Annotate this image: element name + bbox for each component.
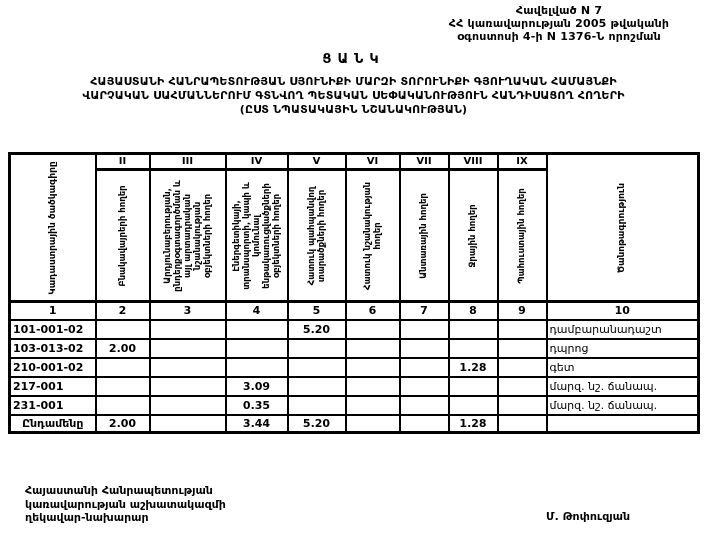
header-energy-transport-lands: Էներգետիկայի, տրանսպորտի, կապի և կոմունալ ենթակառուցվածքների օբյեկտների հողեր (226, 170, 288, 302)
government-decree-year: ՀՀ կառավարության 2005 թվականի (448, 17, 670, 30)
appendix-reference (415, 4, 703, 43)
cell-value (449, 339, 498, 358)
numeral-VI: VI (346, 154, 400, 170)
document-title: ՑԱՆԿ (322, 52, 385, 67)
cell-value (288, 339, 346, 358)
cell-value: 3.09 (226, 377, 288, 396)
cell-value (150, 358, 226, 377)
cell-value (346, 320, 400, 339)
cell-value (400, 396, 449, 415)
cell-value (150, 377, 226, 396)
numeral-VIII: VIII (449, 154, 498, 170)
header-special-purpose-lands: Հատուկ նշանակության հողեր (346, 170, 400, 302)
cell-value (449, 377, 498, 396)
roman-numeral-row (10, 154, 699, 170)
cell-value (449, 320, 498, 339)
column-number-row (10, 302, 699, 320)
cell-note: գետ (547, 358, 699, 377)
total-value (498, 415, 547, 433)
col-number: 5 (288, 302, 346, 320)
cell-cadastral-code: 101-001-02 (10, 320, 96, 339)
document-subtitle (0, 75, 707, 117)
cell-value (226, 320, 288, 339)
numeral-VII: VII (400, 154, 449, 170)
total-value: 5.20 (288, 415, 346, 433)
numeral-III: III (150, 154, 226, 170)
cell-value: 5.20 (288, 320, 346, 339)
cell-note: մարզ. նշ. ճանապ. (547, 396, 699, 415)
header-settlement-lands: Բնակավայրերի հողեր (96, 170, 150, 302)
subtitle-line-2: ՎԱՐՉԱԿԱՆ ՍԱՀՄԱՆՆԵՐՈՒՄ ԳՏՆՎՈՂ ՊԵՏԱԿԱՆ ՍԵՓԱԿԱՆՈՒԹՅՈՒՆ ՀԱՆԴԻՍԱՑՈՂ ՀՈՂԵՐԻ (82, 89, 625, 102)
signatory-title-line-3: ղեկավար-նախարար (25, 511, 149, 524)
cell-value (150, 339, 226, 358)
cell-cadastral-code: 217-001 (10, 377, 96, 396)
cell-value (346, 358, 400, 377)
col-number: 6 (346, 302, 400, 320)
subtitle-line-3: (ԸՍՏ ՆՊԱՏԱԿԱՅԻՆ ՆՇԱՆԱԿՈՒԹՅԱՆ) (239, 103, 468, 116)
cadastral-code-label: Կադաստրային ծածկագիրը (47, 160, 58, 295)
decree-number: օգոստոսի 4-ի N 1376-Ն որոշման (457, 30, 661, 43)
cell-value (96, 358, 150, 377)
signatory-title-line-1: Հայաստանի Հանրապետության (25, 484, 213, 497)
table-row (10, 396, 699, 415)
total-row (10, 415, 699, 433)
cell-value (226, 339, 288, 358)
numeral-V: V (288, 154, 346, 170)
header-industry-lands: Արդյունաբերության, ընդերքօգտագործման և այլ արտադրական նշանակության օբյեկտների հողեր (150, 170, 226, 302)
header-water-lands: Ջրային հողեր (449, 170, 498, 302)
numeral-IX: IX (498, 154, 547, 170)
table-row (10, 358, 699, 377)
total-value (400, 415, 449, 433)
numeral-II: II (96, 154, 150, 170)
cell-value: 2.00 (96, 339, 150, 358)
note-column-label: Ծանոթագրություն (617, 182, 628, 273)
total-value: 1.28 (449, 415, 498, 433)
cell-value: 1.28 (449, 358, 498, 377)
cell-cadastral-code: 210-001-02 (10, 358, 96, 377)
cell-cadastral-code: 231-001 (10, 396, 96, 415)
cell-value (346, 396, 400, 415)
col-number: 8 (449, 302, 498, 320)
col-number: 3 (150, 302, 226, 320)
cell-note: դամբարանադաշտ (547, 320, 699, 339)
cell-value (288, 396, 346, 415)
header-protected-areas-lands: Հատուկ պահպանվող տարածքների հողեր (288, 170, 346, 302)
signatory-title-block (25, 484, 226, 525)
cell-value (346, 377, 400, 396)
total-label: Ընդամենը (10, 415, 96, 433)
header-note (547, 154, 699, 302)
cell-value (96, 377, 150, 396)
cell-value (400, 320, 449, 339)
header-reserve-lands: Պահուստային հողեր (498, 170, 547, 302)
cell-value (498, 320, 547, 339)
cell-value (288, 377, 346, 396)
table-row (10, 339, 699, 358)
cell-value (226, 358, 288, 377)
total-value: 3.44 (226, 415, 288, 433)
cell-note: դպրոց (547, 339, 699, 358)
header-cadastral-code (10, 154, 96, 302)
col-number: 2 (96, 302, 150, 320)
col-number: 7 (400, 302, 449, 320)
cell-value (400, 377, 449, 396)
cell-note: մարզ. նշ. ճանապ. (547, 377, 699, 396)
cell-cadastral-code: 103-013-02 (10, 339, 96, 358)
cell-value (498, 396, 547, 415)
total-note (547, 415, 699, 433)
appendix-number: Հավելված N 7 (515, 4, 603, 17)
header-forest-lands: Անտառային հողեր (400, 170, 449, 302)
signatory-title-line-2: կառավարության աշխատակազմի (25, 497, 226, 511)
table-row (10, 320, 699, 339)
cell-value (400, 358, 449, 377)
total-value (150, 415, 226, 433)
cell-value (96, 396, 150, 415)
numeral-IV: IV (226, 154, 288, 170)
cell-value (96, 320, 150, 339)
col-number: 1 (10, 302, 96, 320)
cell-value (449, 396, 498, 415)
cell-value (150, 320, 226, 339)
signatory-name: Մ. Թոփուզյան (546, 510, 631, 523)
col-number: 10 (547, 302, 699, 320)
land-table (8, 152, 700, 434)
table-row (10, 377, 699, 396)
cell-value (400, 339, 449, 358)
cell-value (498, 377, 547, 396)
col-number: 4 (226, 302, 288, 320)
col-number: 9 (498, 302, 547, 320)
subtitle-line-1: ՀԱՅԱՍՏԱՆԻ ՀԱՆՐԱՊԵՏՈՒԹՅԱՆ ՍՅՈՒՆԻՔԻ ՄԱՐԶԻ ՏՈՐՈՒՆԻՔԻ ԳՅՈՒՂԱԿԱՆ ՀԱՄԱՅՆՔԻ (90, 75, 617, 88)
total-value (346, 415, 400, 433)
total-value: 2.00 (96, 415, 150, 433)
cell-value (498, 358, 547, 377)
cell-value (288, 358, 346, 377)
cell-value (498, 339, 547, 358)
cell-value (346, 339, 400, 358)
cell-value: 0.35 (226, 396, 288, 415)
cell-value (150, 396, 226, 415)
